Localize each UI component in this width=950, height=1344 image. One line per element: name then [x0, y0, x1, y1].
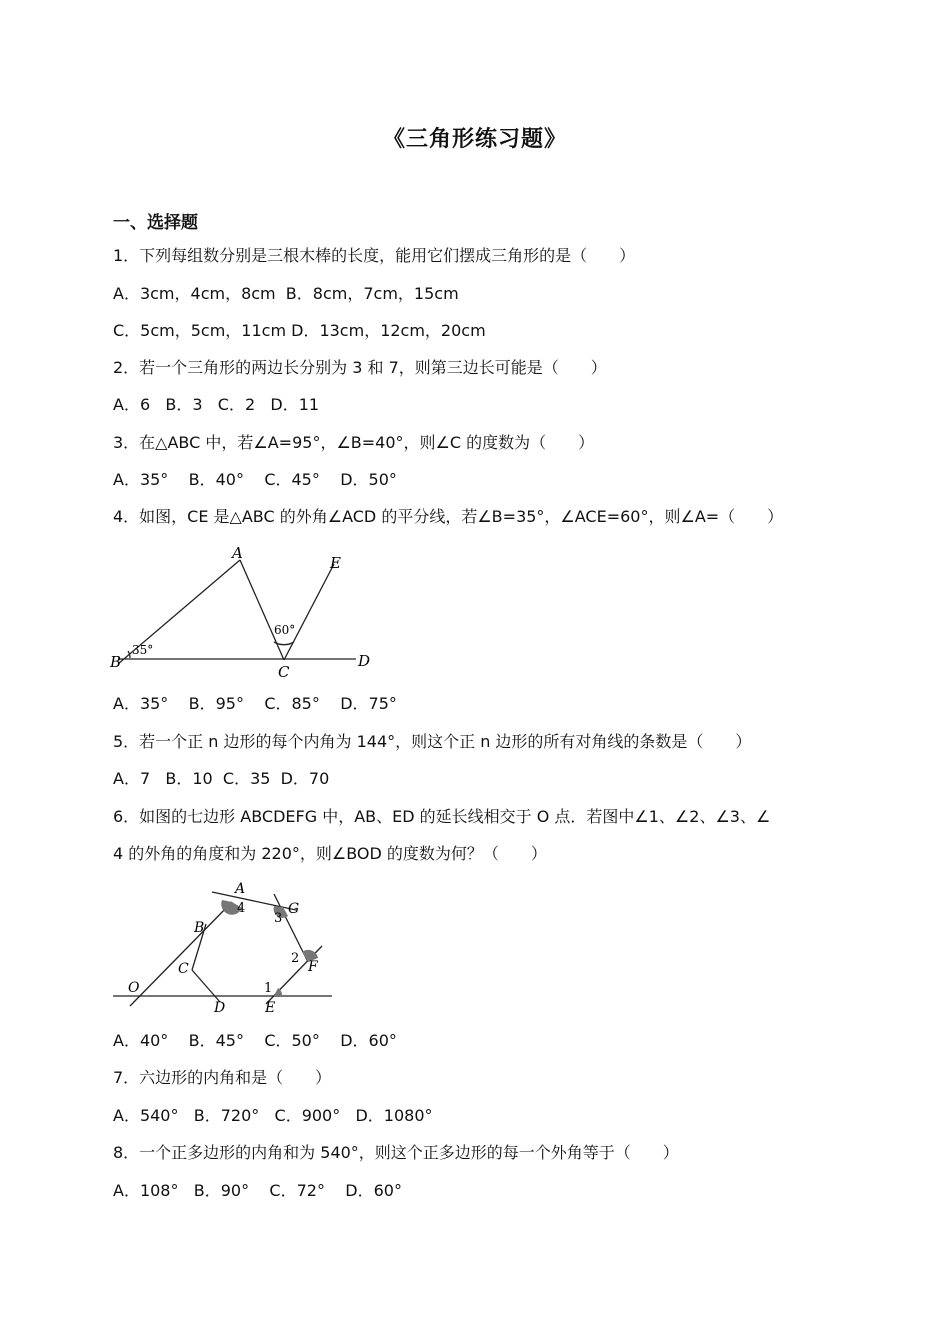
- fig6-label-b: B: [194, 920, 205, 936]
- fig4-label-b: B: [110, 653, 122, 671]
- question-3-options: A．35° B．40° C．45° D．50°: [113, 470, 397, 489]
- fig4-label-a: A: [232, 544, 243, 562]
- fig4-angle-b: 35°: [132, 643, 154, 657]
- question-1-stem: 1．下列每组数分别是三根木棒的长度，能用它们摆成三角形的是（ ）: [113, 246, 636, 265]
- question-2-stem: 2．若一个三角形的两边长分别为 3 和 7，则第三边长可能是（ ）: [113, 358, 607, 377]
- figure-q6: [108, 876, 338, 1016]
- fig6-label-d: D: [214, 1000, 226, 1016]
- question-6-stem-cont: 4 的外角的角度和为 220°，则∠BOD 的度数为何？（ ）: [113, 844, 547, 863]
- fig4-label-d: D: [358, 652, 371, 670]
- section-title: 一、选择题: [113, 213, 198, 233]
- question-4-stem: 4．如图，CE 是△ABC 的外角∠ACD 的平分线，若∠B=35°，∠ACE=60°，则∠A=（ ）: [113, 507, 784, 526]
- fig6-label-a: A: [235, 881, 246, 897]
- fig6-label-2: 2: [291, 951, 300, 966]
- question-8-stem: 8．一个正多边形的内角和为 540°，则这个正多边形的每一个外角等于（ ）: [113, 1143, 679, 1162]
- question-1-options-1: A．3cm，4cm，8cm B．8cm，7cm，15cm: [113, 284, 459, 303]
- fig6-label-c: C: [178, 961, 189, 977]
- question-2-options: A．6 B．3 C．2 D．11: [113, 395, 320, 414]
- fig6-label-e: E: [265, 1000, 276, 1016]
- question-7-options: A．540° B．720° C．900° D．1080°: [113, 1106, 433, 1125]
- figure-q4: [108, 540, 388, 680]
- question-1-options-2: C．5cm，5cm，11cm D．13cm，12cm，20cm: [113, 321, 486, 340]
- question-4-options: A．35° B．95° C．85° D．75°: [113, 694, 397, 713]
- fig6-label-4: 4: [237, 901, 246, 916]
- question-5-options: A．7 B．10 C．35 D．70: [113, 769, 330, 788]
- fig6-label-1: 1: [264, 981, 273, 996]
- question-3-stem: 3．在△ABC 中，若∠A=95°，∠B=40°，则∠C 的度数为（ ）: [113, 433, 595, 452]
- fig6-label-f: F: [308, 959, 318, 975]
- question-6-options: A．40° B．45° C．50° D．60°: [113, 1031, 397, 1050]
- fig6-label-o: O: [128, 980, 140, 996]
- fig4-label-e: E: [330, 554, 341, 572]
- fig4-angle-c: 60°: [274, 623, 296, 637]
- question-8-options: A．108° B．90° C．72° D．60°: [113, 1181, 402, 1200]
- page-title: 《三角形练习题》: [382, 127, 567, 152]
- fig4-label-c: C: [278, 663, 290, 680]
- question-5-stem: 5．若一个正 n 边形的每个内角为 144°，则这个正 n 边形的所有对角线的条数是（ ）: [113, 732, 752, 751]
- fig6-label-3: 3: [274, 911, 283, 926]
- fig6-label-g: G: [288, 901, 300, 917]
- question-6-stem: 6．如图的七边形 ABCDEFG 中，AB、ED 的延长线相交于 O 点．若图中∠1、∠2、∠3、∠: [113, 807, 771, 826]
- question-7-stem: 7．六边形的内角和是（ ）: [113, 1068, 332, 1087]
